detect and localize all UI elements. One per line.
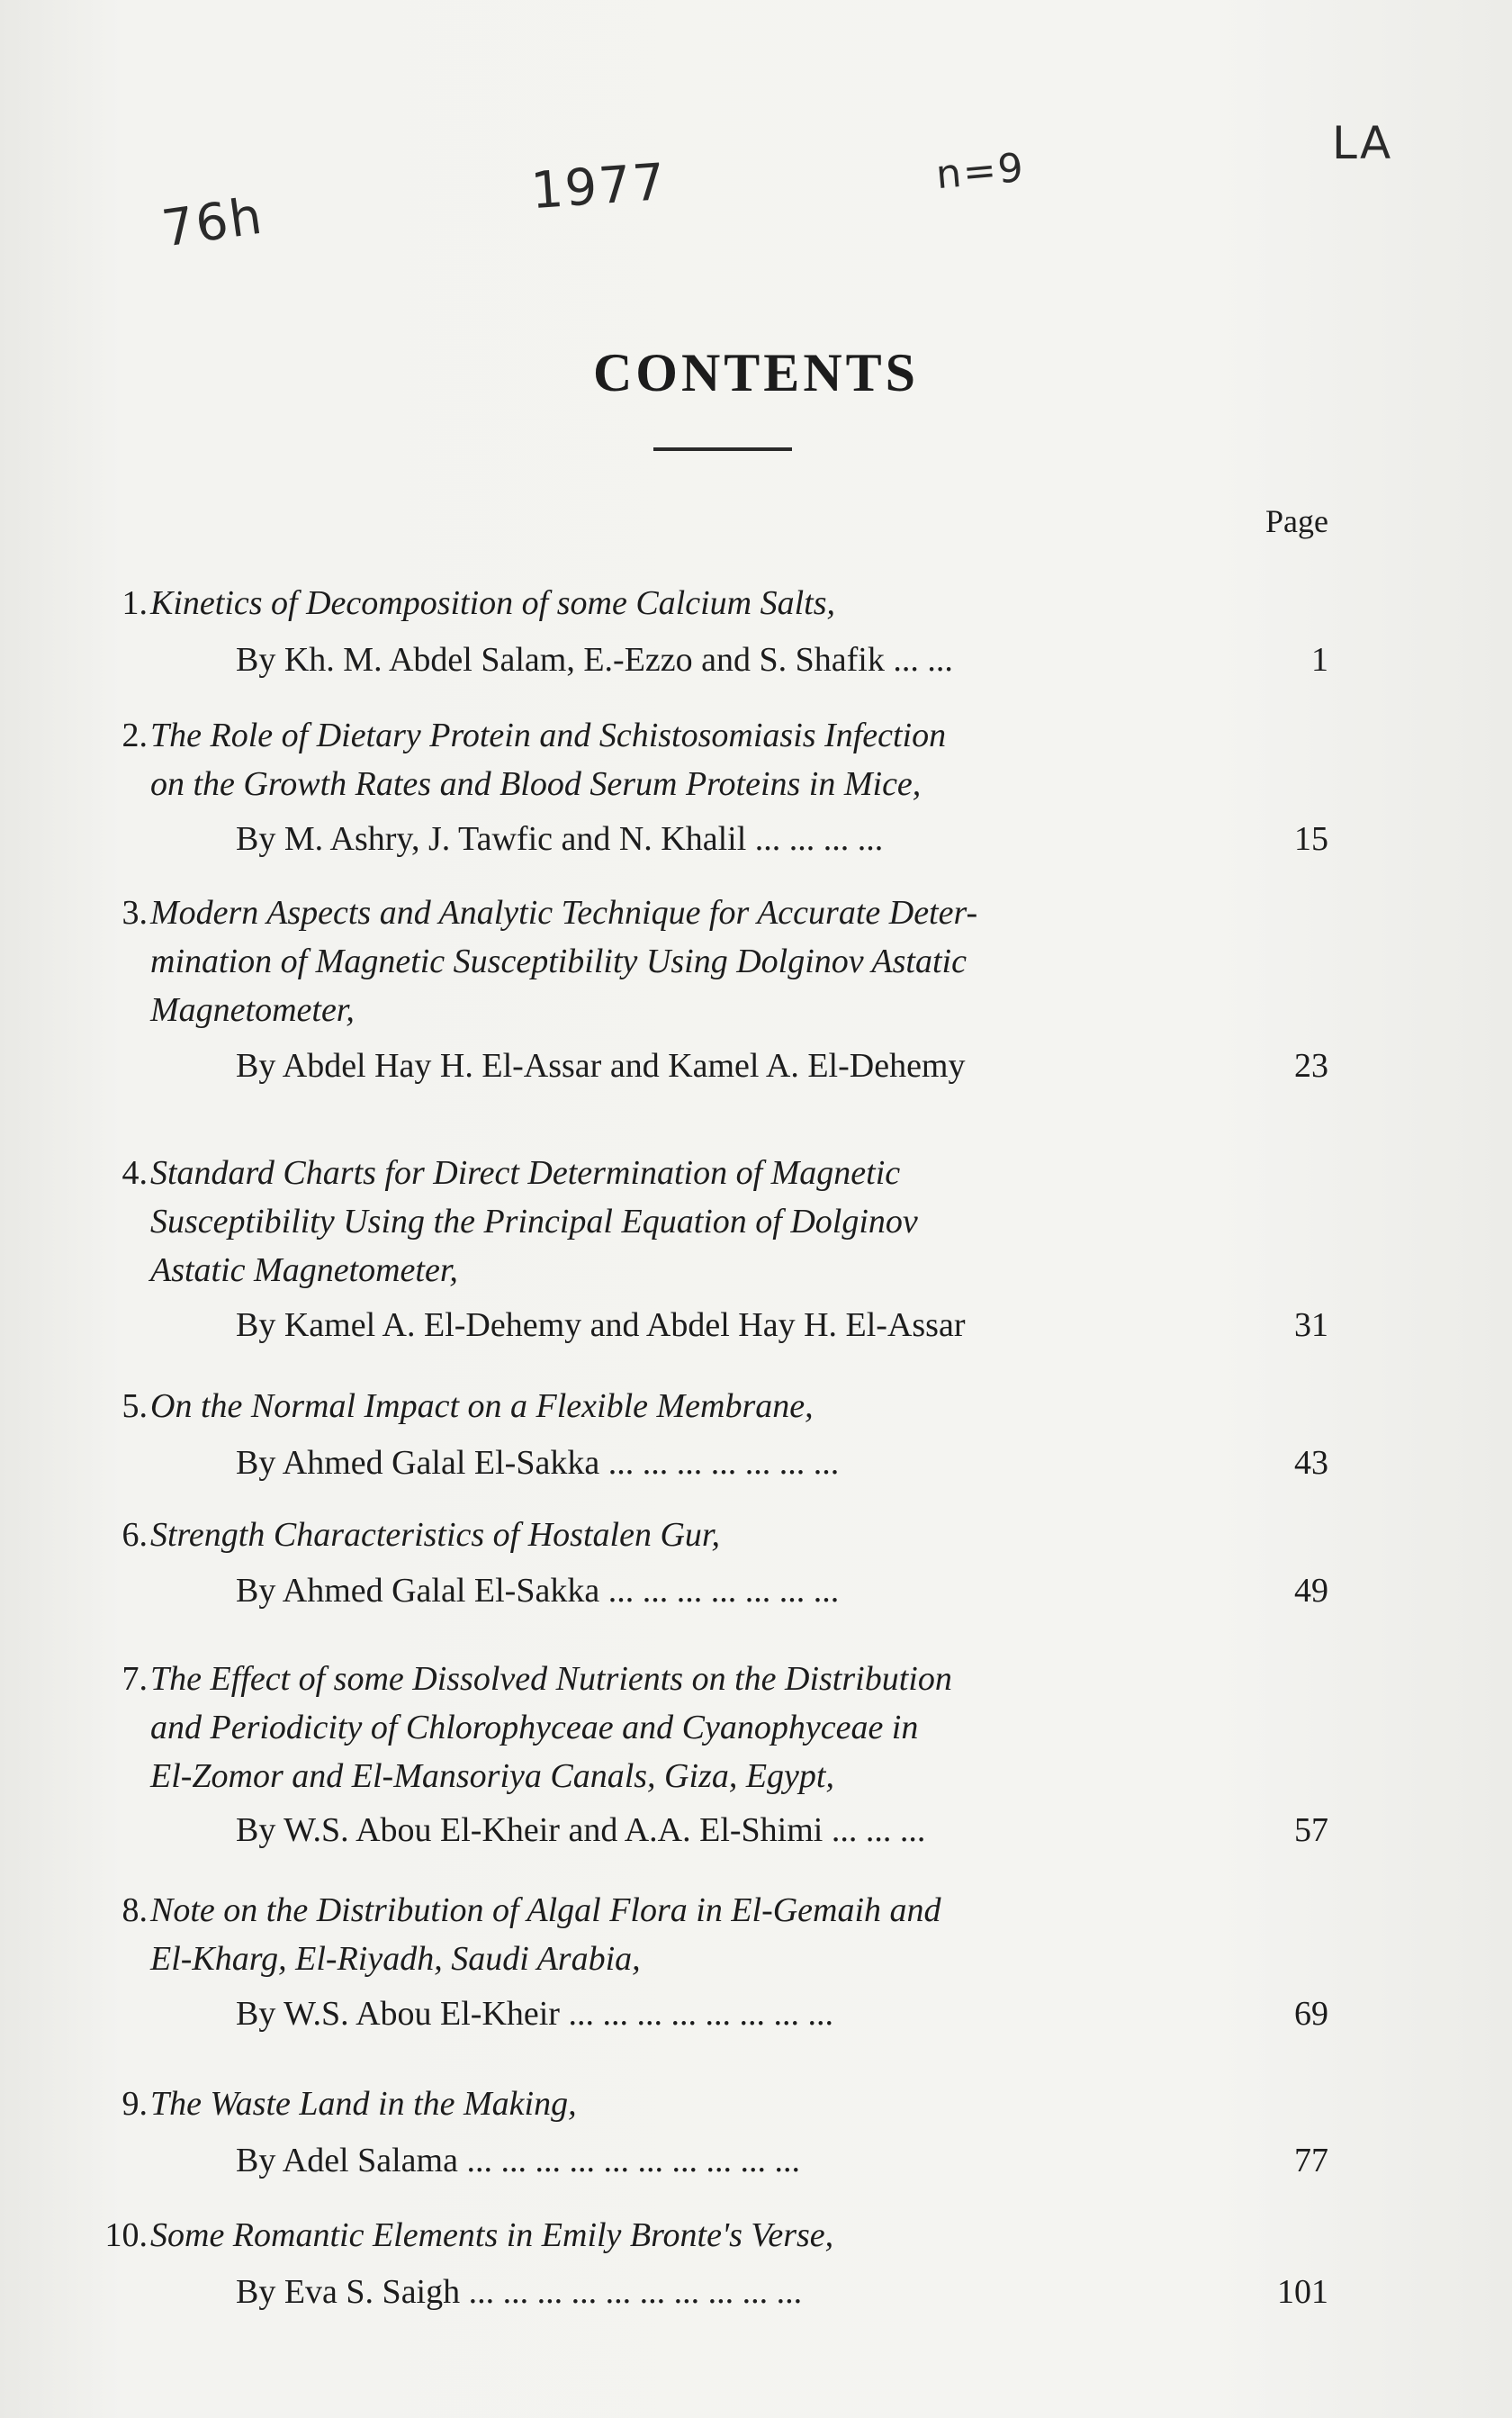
entry-title: [150, 1511, 1254, 1559]
entry-title: [150, 2080, 1254, 2128]
handwritten-note-right: LA: [1332, 117, 1393, 169]
entry-title-line: Magnetometer,: [150, 991, 355, 1029]
entry-byline: By Kamel A. El-Dehemy and Abdel Hay H. El-Assar: [236, 1306, 966, 1344]
entry-number: 7.: [122, 1660, 148, 1698]
entry-title: [150, 889, 1254, 1034]
entry-page-number: 1: [1311, 641, 1328, 679]
entry-title-line: On the Normal Impact on a Flexible Membrane,: [150, 1387, 814, 1425]
entry-byline: By Eva S. Saigh ... ... ... ... ... ... ... ... ... ...: [236, 2273, 803, 2311]
entry-page-number: 15: [1294, 820, 1328, 858]
entry-page-number: 69: [1294, 1995, 1328, 2033]
entry-page-number: 101: [1277, 2273, 1328, 2311]
entry-number: 9.: [122, 2085, 148, 2123]
entry-page-number: 77: [1294, 2142, 1328, 2179]
entry-number: 8.: [122, 1891, 148, 1929]
entry-title-line: Modern Aspects and Analytic Technique for Accurate Deter-: [150, 894, 978, 932]
entry-number: 5.: [122, 1387, 148, 1425]
entry-number: 6.: [122, 1516, 148, 1554]
entry-title-line: The Role of Dietary Protein and Schistosomiasis Infection: [150, 717, 947, 754]
entry-title: [150, 1886, 1254, 1983]
handwritten-issue-number: n=9: [933, 144, 1027, 199]
entry-number: 10.: [104, 2216, 148, 2254]
entry-title-line: El-Kharg, El-Riyadh, Saudi Arabia,: [150, 1940, 641, 1978]
entry-page-number: 43: [1294, 1444, 1328, 1482]
entry-title-line: Strength Characteristics of Hostalen Gur,: [150, 1516, 720, 1554]
entry-byline: By Abdel Hay H. El-Assar and Kamel A. El-Dehemy: [236, 1047, 966, 1085]
entry-title-line: on the Growth Rates and Blood Serum Proteins in Mice,: [150, 765, 922, 803]
entry-title-line: Standard Charts for Direct Determination of Magnetic: [150, 1154, 901, 1192]
entry-title-line: Some Romantic Elements in Emily Bronte's Verse,: [150, 2216, 834, 2254]
entry-byline: By Adel Salama ... ... ... ... ... ... ... ... ... ...: [236, 2142, 800, 2179]
entry-title-line: Susceptibility Using the Principal Equation of Dolginov: [150, 1203, 918, 1241]
entry-page-number: 31: [1294, 1306, 1328, 1344]
entry-byline: By Kh. M. Abdel Salam, E.-Ezzo and S. Shafik ... ...: [236, 641, 953, 679]
entry-byline: By Ahmed Galal El-Sakka ... ... ... ... ... ... ...: [236, 1444, 840, 1482]
entry-number: 1.: [122, 584, 148, 622]
entry-title: [150, 579, 1254, 627]
entry-number: 3.: [122, 894, 148, 932]
entry-page-number: 23: [1294, 1047, 1328, 1085]
entry-title: [150, 1655, 1254, 1800]
title-underline: [653, 447, 792, 451]
entry-number: 4.: [122, 1154, 148, 1192]
entry-title-line: The Effect of some Dissolved Nutrients on the Distribution: [150, 1660, 952, 1698]
page-title: CONTENTS: [592, 343, 920, 402]
entry-title-line: mination of Magnetic Susceptibility Using Dolginov Astatic: [150, 943, 967, 980]
entry-title: [150, 2211, 1254, 2260]
handwritten-note-left: 76h: [158, 186, 267, 259]
entry-byline: By M. Ashry, J. Tawfic and N. Khalil ... ... ... ...: [236, 820, 884, 858]
entry-title: [150, 1149, 1254, 1295]
entry-title-line: Note on the Distribution of Algal Flora in El-Gemaih and: [150, 1891, 941, 1929]
entry-title: [150, 711, 1254, 808]
entry-byline: By Ahmed Galal El-Sakka ... ... ... ... ... ... ...: [236, 1572, 840, 1610]
entry-title-line: Astatic Magnetometer,: [150, 1251, 458, 1289]
entry-page-number: 57: [1294, 1811, 1328, 1849]
handwritten-year: 1977: [528, 152, 669, 221]
page-column-label: Page: [1265, 503, 1328, 539]
entry-title-line: The Waste Land in the Making,: [150, 2085, 577, 2123]
entry-byline: By W.S. Abou El-Kheir ... ... ... ... ... ... ... ...: [236, 1995, 833, 2033]
entry-number: 2.: [122, 717, 148, 754]
entry-title: [150, 1382, 1254, 1430]
entry-page-number: 49: [1294, 1572, 1328, 1610]
entry-title-line: Kinetics of Decomposition of some Calcium Salts,: [150, 584, 836, 622]
entry-title-line: and Periodicity of Chlorophyceae and Cyanophyceae in: [150, 1709, 919, 1746]
entry-byline: By W.S. Abou El-Kheir and A.A. El-Shimi ... ... ...: [236, 1811, 926, 1849]
entry-title-line: El-Zomor and El-Mansoriya Canals, Giza, Egypt,: [150, 1757, 834, 1795]
